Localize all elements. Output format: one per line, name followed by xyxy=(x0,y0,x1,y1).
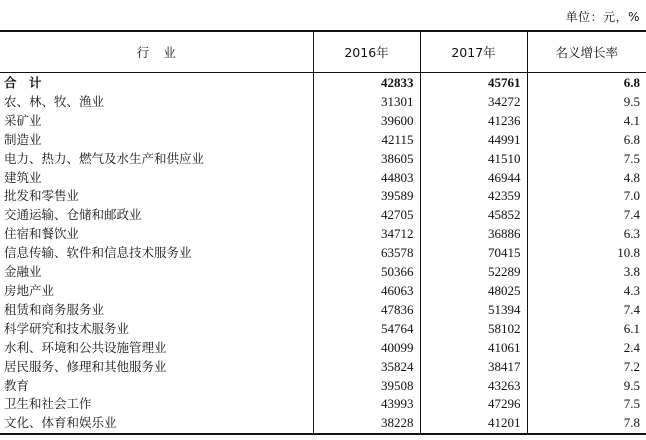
cell-growth-rate: 7.2 xyxy=(527,358,646,377)
cell-2017: 70415 xyxy=(420,244,527,263)
cell-industry: 卫生和社会工作 xyxy=(4,396,92,412)
cell-2016: 34712 xyxy=(313,225,420,244)
cell-2017: 41061 xyxy=(420,339,527,358)
table-row xyxy=(0,358,646,377)
table-row xyxy=(0,377,646,396)
cell-growth-rate: 4.3 xyxy=(527,282,646,301)
cell-2017: 45852 xyxy=(420,206,527,225)
cell-2017: 41510 xyxy=(420,150,527,169)
cell-2016: 38605 xyxy=(313,150,420,169)
cell-industry: 制造业 xyxy=(4,131,42,147)
cell-2017: 38417 xyxy=(420,358,527,377)
cell-industry: 租赁和商务服务业 xyxy=(4,301,105,317)
cell-industry: 合 计 xyxy=(4,75,42,90)
cell-growth-rate: 4.8 xyxy=(527,169,646,188)
cell-industry: 农、林、牧、渔业 xyxy=(4,93,105,109)
cell-industry: 建筑业 xyxy=(4,169,42,185)
cell-2017: 48025 xyxy=(420,282,527,301)
table-row xyxy=(0,169,646,188)
cell-industry: 科学研究和技术服务业 xyxy=(4,320,130,336)
table-row xyxy=(0,93,646,112)
cell-2016: 46063 xyxy=(313,282,420,301)
cell-industry: 电力、热力、燃气及水生产和供应业 xyxy=(4,150,205,166)
cell-2017: 58102 xyxy=(420,320,527,339)
cell-2017: 41201 xyxy=(420,414,527,434)
cell-growth-rate: 6.8 xyxy=(527,73,646,93)
cell-2016: 63578 xyxy=(313,244,420,263)
cell-2017: 47296 xyxy=(420,395,527,414)
cell-industry: 信息传输、软件和信息技术服务业 xyxy=(4,245,192,261)
cell-industry: 居民服务、修理和其他服务业 xyxy=(4,358,167,374)
table-row xyxy=(0,244,646,263)
unit-label: 单位：元，% xyxy=(565,10,640,24)
table-row xyxy=(0,73,646,93)
table-row xyxy=(0,206,646,225)
cell-2016: 42705 xyxy=(313,206,420,225)
cell-growth-rate: 7.4 xyxy=(527,301,646,320)
cell-industry: 教育 xyxy=(4,377,30,393)
table-row xyxy=(0,339,646,358)
cell-2016: 40099 xyxy=(313,339,420,358)
cell-2016: 44803 xyxy=(313,169,420,188)
cell-industry: 住宿和餐饮业 xyxy=(4,226,80,242)
cell-growth-rate: 6.1 xyxy=(527,320,646,339)
salary-table xyxy=(0,30,646,435)
cell-growth-rate: 9.5 xyxy=(527,93,646,112)
cell-industry: 金融业 xyxy=(4,264,42,280)
cell-growth-rate: 10.8 xyxy=(527,244,646,263)
cell-2016: 31301 xyxy=(313,93,420,112)
cell-industry: 批发和零售业 xyxy=(4,188,80,204)
table-body xyxy=(0,73,646,435)
cell-2017: 45761 xyxy=(420,73,527,93)
table-row xyxy=(0,225,646,244)
cell-2016: 39589 xyxy=(313,187,420,206)
cell-industry: 文化、体育和娱乐业 xyxy=(0,414,313,434)
cell-2016: 39508 xyxy=(313,377,420,396)
cell-industry: 水利、环境和公共设施管理业 xyxy=(4,339,167,355)
header-growth-rate: 名义增长率 xyxy=(527,31,646,73)
cell-2017: 41236 xyxy=(420,112,527,131)
cell-growth-rate: 6.3 xyxy=(527,225,646,244)
cell-2017: 46944 xyxy=(420,169,527,188)
cell-2016: 38228 xyxy=(313,414,420,434)
cell-growth-rate: 3.8 xyxy=(527,263,646,282)
cell-growth-rate: 7.5 xyxy=(527,395,646,414)
cell-growth-rate: 7.5 xyxy=(527,150,646,169)
table-row xyxy=(0,301,646,320)
cell-growth-rate: 7.4 xyxy=(527,206,646,225)
table-header xyxy=(0,31,646,73)
header-2016: 2016年 xyxy=(313,31,420,73)
table-row xyxy=(0,282,646,301)
table-row xyxy=(0,320,646,339)
cell-2017: 36886 xyxy=(420,225,527,244)
cell-industry: 房地产业 xyxy=(4,282,55,298)
cell-2016: 43993 xyxy=(313,395,420,414)
cell-2017: 42359 xyxy=(420,187,527,206)
cell-2016: 35824 xyxy=(313,358,420,377)
table-row xyxy=(0,395,646,414)
table-row xyxy=(0,112,646,131)
table-row xyxy=(0,263,646,282)
cell-2017: 51394 xyxy=(420,301,527,320)
cell-growth-rate: 7.0 xyxy=(527,187,646,206)
header-2017: 2017年 xyxy=(420,31,527,73)
cell-2016: 54764 xyxy=(313,320,420,339)
table-row xyxy=(0,150,646,169)
table-row xyxy=(0,414,646,434)
cell-growth-rate: 6.8 xyxy=(527,131,646,150)
table-row xyxy=(0,131,646,150)
cell-growth-rate: 9.5 xyxy=(527,377,646,396)
header-industry: 行业 xyxy=(0,31,313,73)
cell-2016: 42115 xyxy=(313,131,420,150)
cell-industry: 采矿业 xyxy=(4,112,42,128)
cell-growth-rate: 2.4 xyxy=(527,339,646,358)
cell-2016: 50366 xyxy=(313,263,420,282)
cell-industry: 交通运输、仓储和邮政业 xyxy=(4,207,142,223)
cell-growth-rate: 7.8 xyxy=(527,414,646,434)
cell-2017: 43263 xyxy=(420,377,527,396)
cell-2017: 52289 xyxy=(420,263,527,282)
cell-2016: 39600 xyxy=(313,112,420,131)
table-row xyxy=(0,187,646,206)
cell-growth-rate: 4.1 xyxy=(527,112,646,131)
cell-2016: 42833 xyxy=(313,73,420,93)
cell-2017: 34272 xyxy=(420,93,527,112)
cell-2016: 47836 xyxy=(313,301,420,320)
cell-2017: 44991 xyxy=(420,131,527,150)
header-row xyxy=(0,31,646,73)
